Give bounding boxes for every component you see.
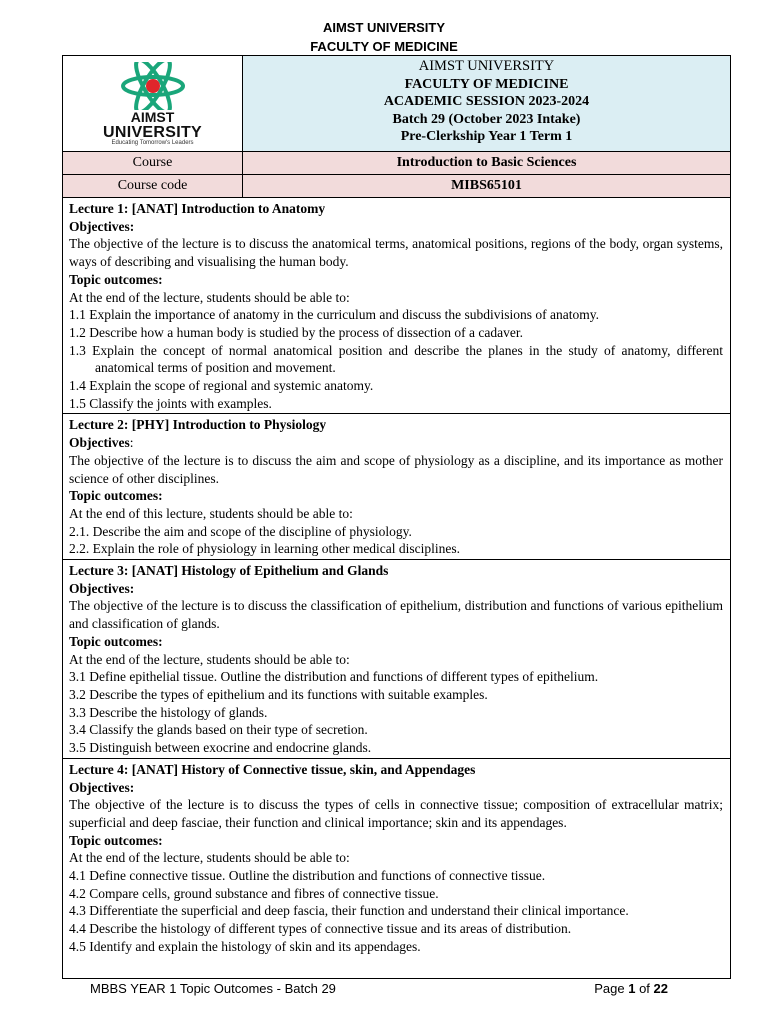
outcomes-list [69, 523, 723, 558]
lecture-title: Lecture 1: [ANAT] Introduction to Anatomy [69, 201, 326, 216]
objectives-label: Objectives: [69, 218, 135, 234]
of-word: of [639, 981, 650, 996]
lecture-title: Lecture 3: [ANAT] Histology of Epithelium and Glands [69, 563, 389, 579]
objectives-label: Objectives [69, 435, 130, 451]
outcome-item: 2.1. Describe the aim and scope of the discipline of physiology. [69, 523, 412, 539]
title-cell [243, 56, 730, 151]
lecture-title: Lecture 4: [ANAT] History of Connective tissue, skin, and Appendages [69, 761, 476, 777]
page-footer [90, 981, 668, 996]
lecture-title: Lecture 2: [PHY] Introduction to Physiology [69, 417, 327, 433]
header-faculty: FACULTY OF MEDICINE [310, 39, 458, 54]
outcomes-list [69, 867, 723, 956]
course-label: Course [63, 152, 243, 174]
outcome-item: 3.4 Classify the glands based on their type of secretion. [69, 722, 368, 738]
outcome-item: 3.1 Define epithelial tissue. Outline the distribution and functions of different types of epithelium. [69, 669, 599, 685]
lecture-2 [63, 414, 730, 560]
lecture-4 [63, 759, 730, 957]
outcomes-intro: At the end of the lecture, students should be able to: [69, 651, 350, 667]
page-current: 1 [628, 981, 636, 996]
header-block [63, 56, 730, 152]
title-line-university: AIMST UNIVERSITY [418, 58, 555, 74]
outcome-item: 3.3 Describe the histology of glands. [69, 704, 268, 720]
logo-tagline: Educating Tomorrow's Leaders [111, 139, 194, 146]
outcomes-table [62, 55, 731, 979]
title-line-faculty: FACULTY OF MEDICINE [404, 76, 569, 92]
outcomes-label: Topic outcomes: [69, 488, 163, 504]
logo-name-university: UNIVERSITY [102, 123, 202, 141]
course-code-label: Course code [63, 175, 243, 197]
title-line-batch: Batch 29 (October 2023 Intake) [392, 111, 581, 127]
outcomes-intro: At the end of the lecture, students should be able to: [69, 850, 350, 866]
page-word: Page [594, 981, 625, 996]
lecture-3 [63, 560, 730, 759]
page-total: 22 [653, 981, 668, 996]
outcomes-list [69, 306, 723, 412]
outcome-item: 4.1 Define connective tissue. Outline the distribution and functions of connective tissue. [69, 868, 546, 884]
outcomes-list [69, 668, 723, 757]
objective-text: The objective of the lecture is to discuss the types of cells in connective tissue; composition of extracellular matrix; superficial and deep fasciae, their function and clinical importance; skin and its appendages. [69, 797, 723, 830]
outcomes-intro: At the end of the lecture, students should be able to: [69, 289, 350, 305]
outcome-item: 2.2. Explain the role of physiology in learning other medical disciplines. [69, 541, 461, 557]
outcome-item: 1.3 Explain the concept of normal anatomical position and describe the planes in the study of anatomy, different anatomical terms of position and movement. [69, 342, 723, 376]
outcomes-intro: At the end of this lecture, students should be able to: [69, 505, 353, 521]
course-value: Introduction to Basic Sciences [396, 155, 577, 170]
objective-text: The objective of the lecture is to discuss the aim and scope of physiology as a discipline, and its importance as mother science of other disciplines. [69, 452, 723, 486]
outcome-item: 1.5 Classify the joints with examples. [69, 395, 272, 411]
lecture-1 [63, 198, 730, 414]
outcome-item: 4.4 Describe the histology of different types of connective tissue and its areas of distribution. [69, 921, 572, 937]
atom-logo-icon [120, 62, 186, 110]
title-line-term: Pre-Clerkship Year 1 Term 1 [400, 129, 573, 144]
logo-cell [63, 56, 243, 151]
outcome-item: 4.5 Identify and explain the histology of skin and its appendages. [69, 938, 421, 954]
header-university: AIMST UNIVERSITY [322, 20, 446, 35]
objective-text: The objective of the lecture is to discuss the anatomical terms, anatomical positions, regions of the body, organ systems, ways of describing and visualising the human body. [69, 236, 723, 270]
outcome-item: 1.1 Explain the importance of anatomy in the curriculum and discuss the subdivisions of anatomy. [69, 307, 600, 323]
outcome-item: 3.5 Distinguish between exocrine and endocrine glands. [69, 740, 372, 756]
logo-name-aimst: AIMST [130, 108, 175, 125]
objectives-label: Objectives: [69, 580, 135, 596]
objectives-colon: : [129, 435, 134, 451]
outcomes-label: Topic outcomes: [69, 832, 163, 848]
course-code-row [63, 175, 730, 198]
outcomes-label: Topic outcomes: [69, 271, 163, 287]
objectives-label: Objectives: [69, 779, 135, 795]
page-header [0, 18, 768, 56]
outcome-item: 4.3 Differentiate the superficial and deep fascia, their function and understand their clinical importance. [69, 903, 629, 919]
outcome-item: 1.4 Explain the scope of regional and systemic anatomy. [69, 378, 374, 394]
page-number [594, 981, 668, 996]
outcomes-label: Topic outcomes: [69, 633, 163, 649]
outcome-item: 3.2 Describe the types of epithelium and its functions with suitable examples. [69, 686, 488, 702]
objectives-label-line [69, 434, 723, 452]
title-line-session: ACADEMIC SESSION 2023-2024 [383, 94, 590, 109]
objective-text: The objective of the lecture is to discuss the classification of epithelium, distribution and functions of various epithelium and classification of glands. [69, 598, 723, 632]
course-code-value: MIBS65101 [451, 178, 522, 193]
outcome-item: 1.2 Describe how a human body is studied by the process of dissection of a cadaver. [69, 324, 524, 340]
footer-doc-title: MBBS YEAR 1 Topic Outcomes - Batch 29 [90, 981, 336, 996]
course-row [63, 152, 730, 175]
outcome-item: 4.2 Compare cells, ground substance and fibres of connective tissue. [69, 885, 439, 901]
